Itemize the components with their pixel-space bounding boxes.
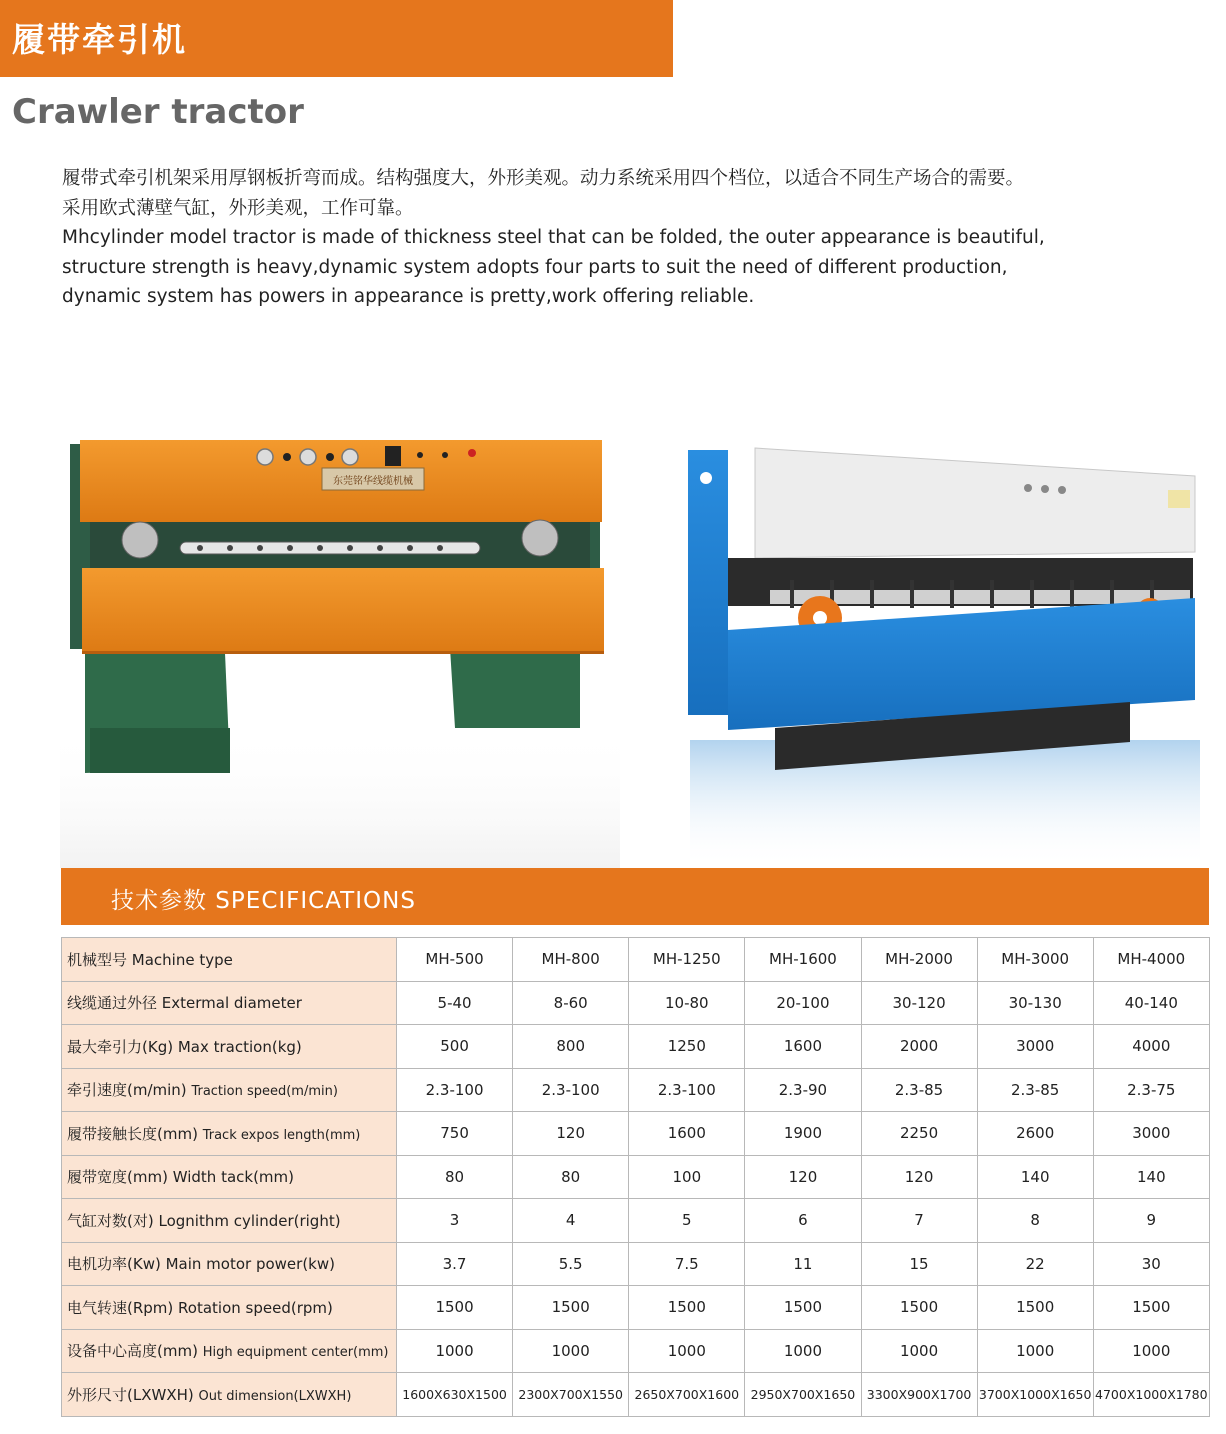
- row-label-en: Machine type: [131, 950, 233, 969]
- row-label-en: Lognithm cylinder(right): [158, 1211, 341, 1230]
- blue-tractor-photo: [680, 440, 1210, 868]
- table-cell: 3000: [977, 1025, 1093, 1069]
- table-cell: 30-120: [861, 981, 977, 1025]
- row-label: [62, 1068, 397, 1112]
- page-title-en: Crawler tractor: [12, 92, 304, 132]
- table-row: [62, 1373, 1210, 1417]
- row-label-cn: 设备中心高度(mm): [67, 1342, 198, 1361]
- table-cell: 120: [513, 1112, 629, 1156]
- table-cell: 1250: [629, 1025, 745, 1069]
- specifications-title: 技术参数 SPECIFICATIONS: [111, 888, 416, 914]
- table-row: [62, 1112, 1210, 1156]
- table-cell: 2.3-75: [1093, 1068, 1209, 1112]
- table-cell: 3000: [1093, 1112, 1209, 1156]
- table-cell: 1500: [629, 1286, 745, 1330]
- table-row: [62, 1242, 1210, 1286]
- title-bar: [0, 0, 673, 77]
- row-label: [62, 1329, 397, 1373]
- table-cell: 3: [397, 1199, 513, 1243]
- table-cell: 2.3-100: [397, 1068, 513, 1112]
- table-cell: 100: [629, 1155, 745, 1199]
- row-label-cn: 气缸对数(对): [67, 1211, 154, 1230]
- row-label-cn: 电气转速(Rpm): [67, 1298, 174, 1317]
- table-cell: 2.3-100: [513, 1068, 629, 1112]
- row-label: [62, 938, 397, 982]
- row-label-en: High equipment center(mm): [202, 1345, 389, 1361]
- description-en-line-1: Mhcylinder model tractor is made of thickness steel that can be folded, the outer appearance is beautiful,: [62, 227, 1045, 249]
- table-cell: 120: [745, 1155, 861, 1199]
- table-cell: MH-800: [513, 938, 629, 982]
- row-label-en: Max traction(kg): [177, 1037, 302, 1056]
- table-cell: 1000: [1093, 1329, 1209, 1373]
- table-cell: 9: [1093, 1199, 1209, 1243]
- table-cell: 1600X630X1500: [397, 1373, 513, 1417]
- table-cell: 1000: [397, 1329, 513, 1373]
- row-label: [62, 1155, 397, 1199]
- table-row: [62, 1199, 1210, 1243]
- table-cell: 1600: [629, 1112, 745, 1156]
- table-row: [62, 938, 1210, 982]
- row-label-cn: 最大牵引力(Kg): [67, 1037, 174, 1056]
- table-cell: 2.3-100: [629, 1068, 745, 1112]
- table-cell: 1600: [745, 1025, 861, 1069]
- table-row: [62, 1329, 1210, 1373]
- table-cell: 22: [977, 1242, 1093, 1286]
- row-label-cn: 履带接触长度(mm): [67, 1124, 198, 1143]
- table-cell: 1500: [861, 1286, 977, 1330]
- row-label-cn: 线缆通过外径: [67, 994, 158, 1013]
- table-cell: MH-1600: [745, 938, 861, 982]
- table-cell: 5.5: [513, 1242, 629, 1286]
- specifications-header: [61, 868, 1209, 925]
- row-label-cn: 牵引速度(m/min): [67, 1081, 187, 1100]
- table-cell: 3.7: [397, 1242, 513, 1286]
- table-cell: 140: [977, 1155, 1093, 1199]
- description-en-line-2: structure strength is heavy,dynamic system adopts four parts to suit the need of different production,: [62, 256, 1008, 278]
- table-cell: MH-500: [397, 938, 513, 982]
- table-cell: MH-4000: [1093, 938, 1209, 982]
- table-cell: 1500: [745, 1286, 861, 1330]
- table-cell: MH-3000: [977, 938, 1093, 982]
- table-row: [62, 1068, 1210, 1112]
- row-label: [62, 1286, 397, 1330]
- row-label-cn: 电机功率(Kw): [67, 1255, 161, 1274]
- table-cell: 4: [513, 1199, 629, 1243]
- row-label: [62, 1373, 397, 1417]
- table-cell: 140: [1093, 1155, 1209, 1199]
- table-cell: 3700X1000X1650: [977, 1373, 1093, 1417]
- table-cell: 2.3-85: [861, 1068, 977, 1112]
- row-label-en: Out dimension(LXWXH): [198, 1388, 352, 1404]
- table-cell: 2.3-85: [977, 1068, 1093, 1112]
- table-cell: 40-140: [1093, 981, 1209, 1025]
- table-cell: 750: [397, 1112, 513, 1156]
- row-label: [62, 1199, 397, 1243]
- table-row: [62, 1025, 1210, 1069]
- description-cn-line-1: 履带式牵引机架采用厚钢板折弯而成。结构强度大，外形美观。动力系统采用四个档位，以适合不同生产场合的需要。: [62, 168, 1025, 189]
- table-cell: 30: [1093, 1242, 1209, 1286]
- table-cell: 80: [513, 1155, 629, 1199]
- table-cell: 6: [745, 1199, 861, 1243]
- table-cell: 2250: [861, 1112, 977, 1156]
- table-cell: 1500: [977, 1286, 1093, 1330]
- table-cell: 80: [397, 1155, 513, 1199]
- table-cell: 1500: [397, 1286, 513, 1330]
- table-cell: 7: [861, 1199, 977, 1243]
- row-label-cn: 履带宽度(mm): [67, 1168, 168, 1187]
- table-cell: 1500: [513, 1286, 629, 1330]
- row-label-en: Rotation speed(rpm): [178, 1298, 333, 1317]
- row-label: [62, 981, 397, 1025]
- table-row: [62, 1286, 1210, 1330]
- row-label-cn: 机械型号: [67, 950, 128, 969]
- orange-tractor-plate: 东莞铭华线缆机械: [333, 476, 413, 487]
- row-label: [62, 1242, 397, 1286]
- orange-tractor-photo: [60, 428, 620, 868]
- table-cell: 1500: [1093, 1286, 1209, 1330]
- table-cell: 1900: [745, 1112, 861, 1156]
- table-row: [62, 981, 1210, 1025]
- table-cell: 2.3-90: [745, 1068, 861, 1112]
- table-cell: 120: [861, 1155, 977, 1199]
- table-cell: 1000: [977, 1329, 1093, 1373]
- table-cell: 2600: [977, 1112, 1093, 1156]
- specifications-table: [61, 937, 1210, 1417]
- table-cell: 2000: [861, 1025, 977, 1069]
- description: [62, 164, 1202, 312]
- table-cell: MH-2000: [861, 938, 977, 982]
- row-label-cn: 外形尺寸(LXWXH): [67, 1385, 194, 1404]
- row-label-en: Traction speed(m/min): [191, 1084, 338, 1100]
- table-cell: 4000: [1093, 1025, 1209, 1069]
- row-label: [62, 1112, 397, 1156]
- table-cell: 20-100: [745, 981, 861, 1025]
- row-label: [62, 1025, 397, 1069]
- table-cell: 7.5: [629, 1242, 745, 1286]
- row-label-en: Extermal diameter: [161, 994, 302, 1013]
- table-cell: 5-40: [397, 981, 513, 1025]
- table-cell: 2950X700X1650: [745, 1373, 861, 1417]
- table-cell: 30-130: [977, 981, 1093, 1025]
- description-en-line-3: dynamic system has powers in appearance is pretty,work offering reliable.: [62, 286, 755, 308]
- table-cell: 1000: [513, 1329, 629, 1373]
- table-cell: 15: [861, 1242, 977, 1286]
- row-label-en: Main motor power(kw): [165, 1255, 335, 1274]
- table-cell: 500: [397, 1025, 513, 1069]
- table-cell: MH-1250: [629, 938, 745, 982]
- table-cell: 800: [513, 1025, 629, 1069]
- page-title-cn: 履带牵引机: [12, 20, 187, 59]
- table-cell: 1000: [629, 1329, 745, 1373]
- table-cell: 8-60: [513, 981, 629, 1025]
- description-cn-line-2: 采用欧式薄壁气缸，外形美观，工作可靠。: [62, 197, 414, 219]
- row-label-en: Width tack(mm): [172, 1168, 295, 1187]
- table-cell: 1000: [745, 1329, 861, 1373]
- table-cell: 5: [629, 1199, 745, 1243]
- table-cell: 8: [977, 1199, 1093, 1243]
- table-cell: 1000: [861, 1329, 977, 1373]
- row-label-en: Track expos length(mm): [202, 1127, 361, 1143]
- table-cell: 3300X900X1700: [861, 1373, 977, 1417]
- table-cell: 2650X700X1600: [629, 1373, 745, 1417]
- table-cell: 10-80: [629, 981, 745, 1025]
- table-cell: 2300X700X1550: [513, 1373, 629, 1417]
- table-cell: 4700X1000X1780: [1093, 1373, 1209, 1417]
- table-cell: 11: [745, 1242, 861, 1286]
- table-row: [62, 1155, 1210, 1199]
